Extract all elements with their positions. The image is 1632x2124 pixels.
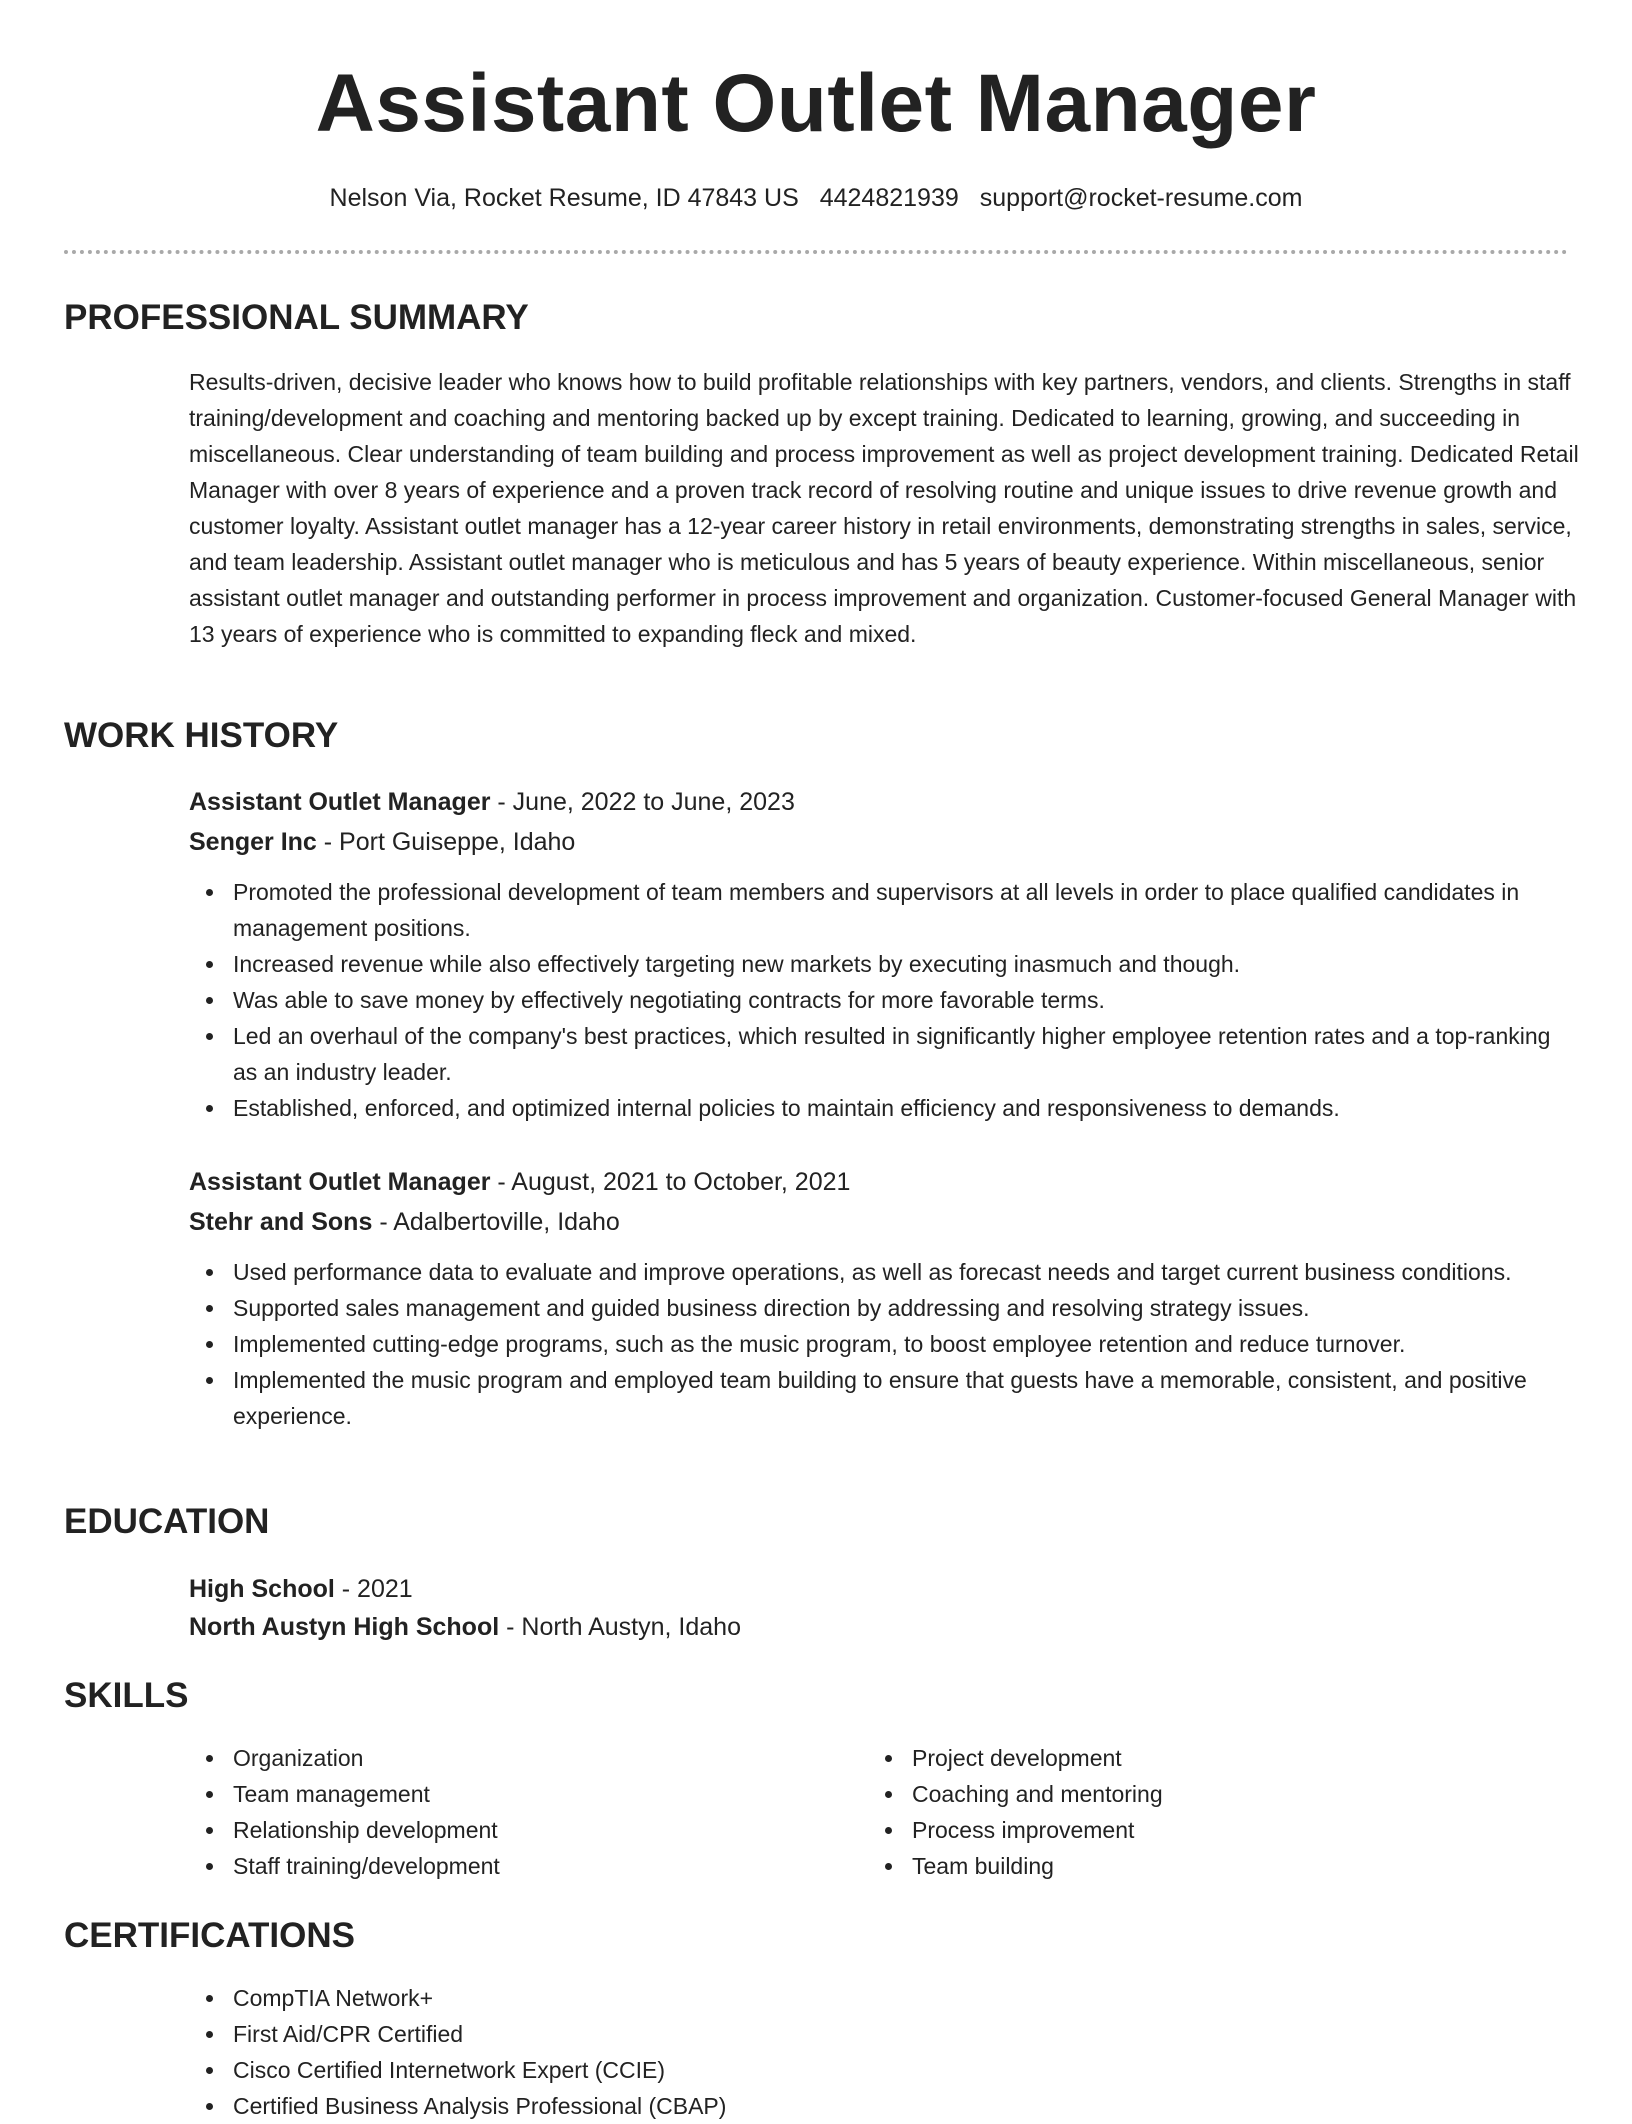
skill-item: Project development: [868, 1740, 1468, 1776]
job-title-line: [189, 782, 1569, 822]
certifications-entry: [189, 1980, 1569, 2124]
job-bullet: Led an overhaul of the company's best practices, which resulted in significantly higher employee retention rates and a top-ranking as an industry leader.: [189, 1018, 1569, 1090]
education-year: - 2021: [334, 1575, 413, 1603]
job-location: - Port Guiseppe, Idaho: [316, 828, 576, 856]
job-role: Assistant Outlet Manager: [189, 788, 491, 816]
resume-name-heading: Assistant Outlet Manager: [315, 58, 1317, 149]
contact-phone: 4424821939: [819, 184, 959, 212]
education-entry: [189, 1570, 1569, 1646]
skills-column-left: [189, 1740, 789, 1884]
job-role: Assistant Outlet Manager: [189, 1168, 491, 1196]
certification-item: CompTIA Network+: [189, 1980, 1569, 2016]
contact-email: support@rocket-resume.com: [979, 184, 1303, 212]
job-bullet: Supported sales management and guided business direction by addressing and resolving strategy issues.: [189, 1290, 1569, 1326]
job-dates: - June, 2022 to June, 2023: [490, 788, 795, 816]
work-entry-2: [189, 1162, 1569, 1434]
skills-column-right: [868, 1740, 1468, 1884]
certification-item: Certified Business Analysis Professional (CBAP): [189, 2088, 1569, 2124]
job-bullet: Was able to save money by effectively negotiating contracts for more favorable terms.: [189, 982, 1569, 1018]
job-company-line: [189, 1202, 1569, 1242]
education-school-line: [189, 1608, 1569, 1646]
job-bullet-list: [189, 874, 1569, 1126]
certifications-list: [189, 1980, 1569, 2124]
job-company-line: [189, 822, 1569, 862]
skill-item: Staff training/development: [189, 1848, 789, 1884]
skill-item: Relationship development: [189, 1812, 789, 1848]
job-bullet: Promoted the professional development of team members and supervisors at all levels in order to place qualified candidates in management positions.: [189, 874, 1569, 946]
section-title-skills: SKILLS: [64, 1676, 189, 1715]
section-title-certifications: CERTIFICATIONS: [64, 1916, 356, 1955]
summary-text: Results-driven, decisive leader who knows how to build profitable relationships with key partners, vendors, and clients. Strengths in staff training/development and coaching and mentoring backed up by except training. Dedicated to learning, growing, and succeeding in miscellaneous. Clear understanding of team building and process improvement as well as project development training. Dedicated Retail Manager with over 8 years of experience and a proven track record of resolving routine and unique issues to drive revenue growth and customer loyalty. Assistant outlet manager has a 12-year career history in retail environments, demonstrating strengths in sales, service, and team leadership. Assistant outlet manager who is meticulous and has 5 years of beauty experience. Within miscellaneous, senior assistant outlet manager and outstanding performer in process improvement and organization. Customer-focused General Manager with 13 years of experience who is committed to expanding fleck and mixed.: [189, 369, 1579, 647]
education-degree-line: [189, 1570, 1569, 1608]
skills-list-left: [189, 1740, 789, 1884]
certification-item: First Aid/CPR Certified: [189, 2016, 1569, 2052]
job-bullet: Increased revenue while also effectively targeting new markets by executing inasmuch and though.: [189, 946, 1569, 982]
job-bullet: Established, enforced, and optimized internal policies to maintain efficiency and responsiveness to demands.: [189, 1090, 1569, 1126]
section-title-summary: PROFESSIONAL SUMMARY: [64, 298, 529, 337]
skill-item: Team building: [868, 1848, 1468, 1884]
job-location: - Adalbertoville, Idaho: [372, 1208, 620, 1236]
job-company: Stehr and Sons: [189, 1208, 373, 1236]
header-divider: [64, 250, 1568, 254]
job-bullet: Implemented the music program and employed team building to ensure that guests have a memorable, consistent, and positive experience.: [189, 1362, 1569, 1434]
education-school: North Austyn High School: [189, 1613, 500, 1641]
skill-item: Team management: [189, 1776, 789, 1812]
skill-item: Organization: [189, 1740, 789, 1776]
work-entry-1: [189, 782, 1569, 1126]
skills-list-right: [868, 1740, 1468, 1884]
education-degree: High School: [189, 1575, 335, 1603]
job-dates: - August, 2021 to October, 2021: [490, 1168, 851, 1196]
section-title-education: EDUCATION: [64, 1502, 270, 1541]
certification-item: Cisco Certified Internetwork Expert (CCIE): [189, 2052, 1569, 2088]
job-bullet: Implemented cutting-edge programs, such as the music program, to boost employee retention and reduce turnover.: [189, 1326, 1569, 1362]
skill-item: Process improvement: [868, 1812, 1468, 1848]
skill-item: Coaching and mentoring: [868, 1776, 1468, 1812]
job-title-line: [189, 1162, 1569, 1202]
job-company: Senger Inc: [189, 828, 317, 856]
section-title-work-history: WORK HISTORY: [64, 716, 339, 755]
contact-address: Nelson Via, Rocket Resume, ID 47843 US: [329, 184, 799, 212]
contact-line: [0, 180, 1632, 216]
education-location: - North Austyn, Idaho: [499, 1613, 741, 1641]
job-bullet: Used performance data to evaluate and improve operations, as well as forecast needs and target current business conditions.: [189, 1254, 1569, 1290]
job-bullet-list: [189, 1254, 1569, 1434]
